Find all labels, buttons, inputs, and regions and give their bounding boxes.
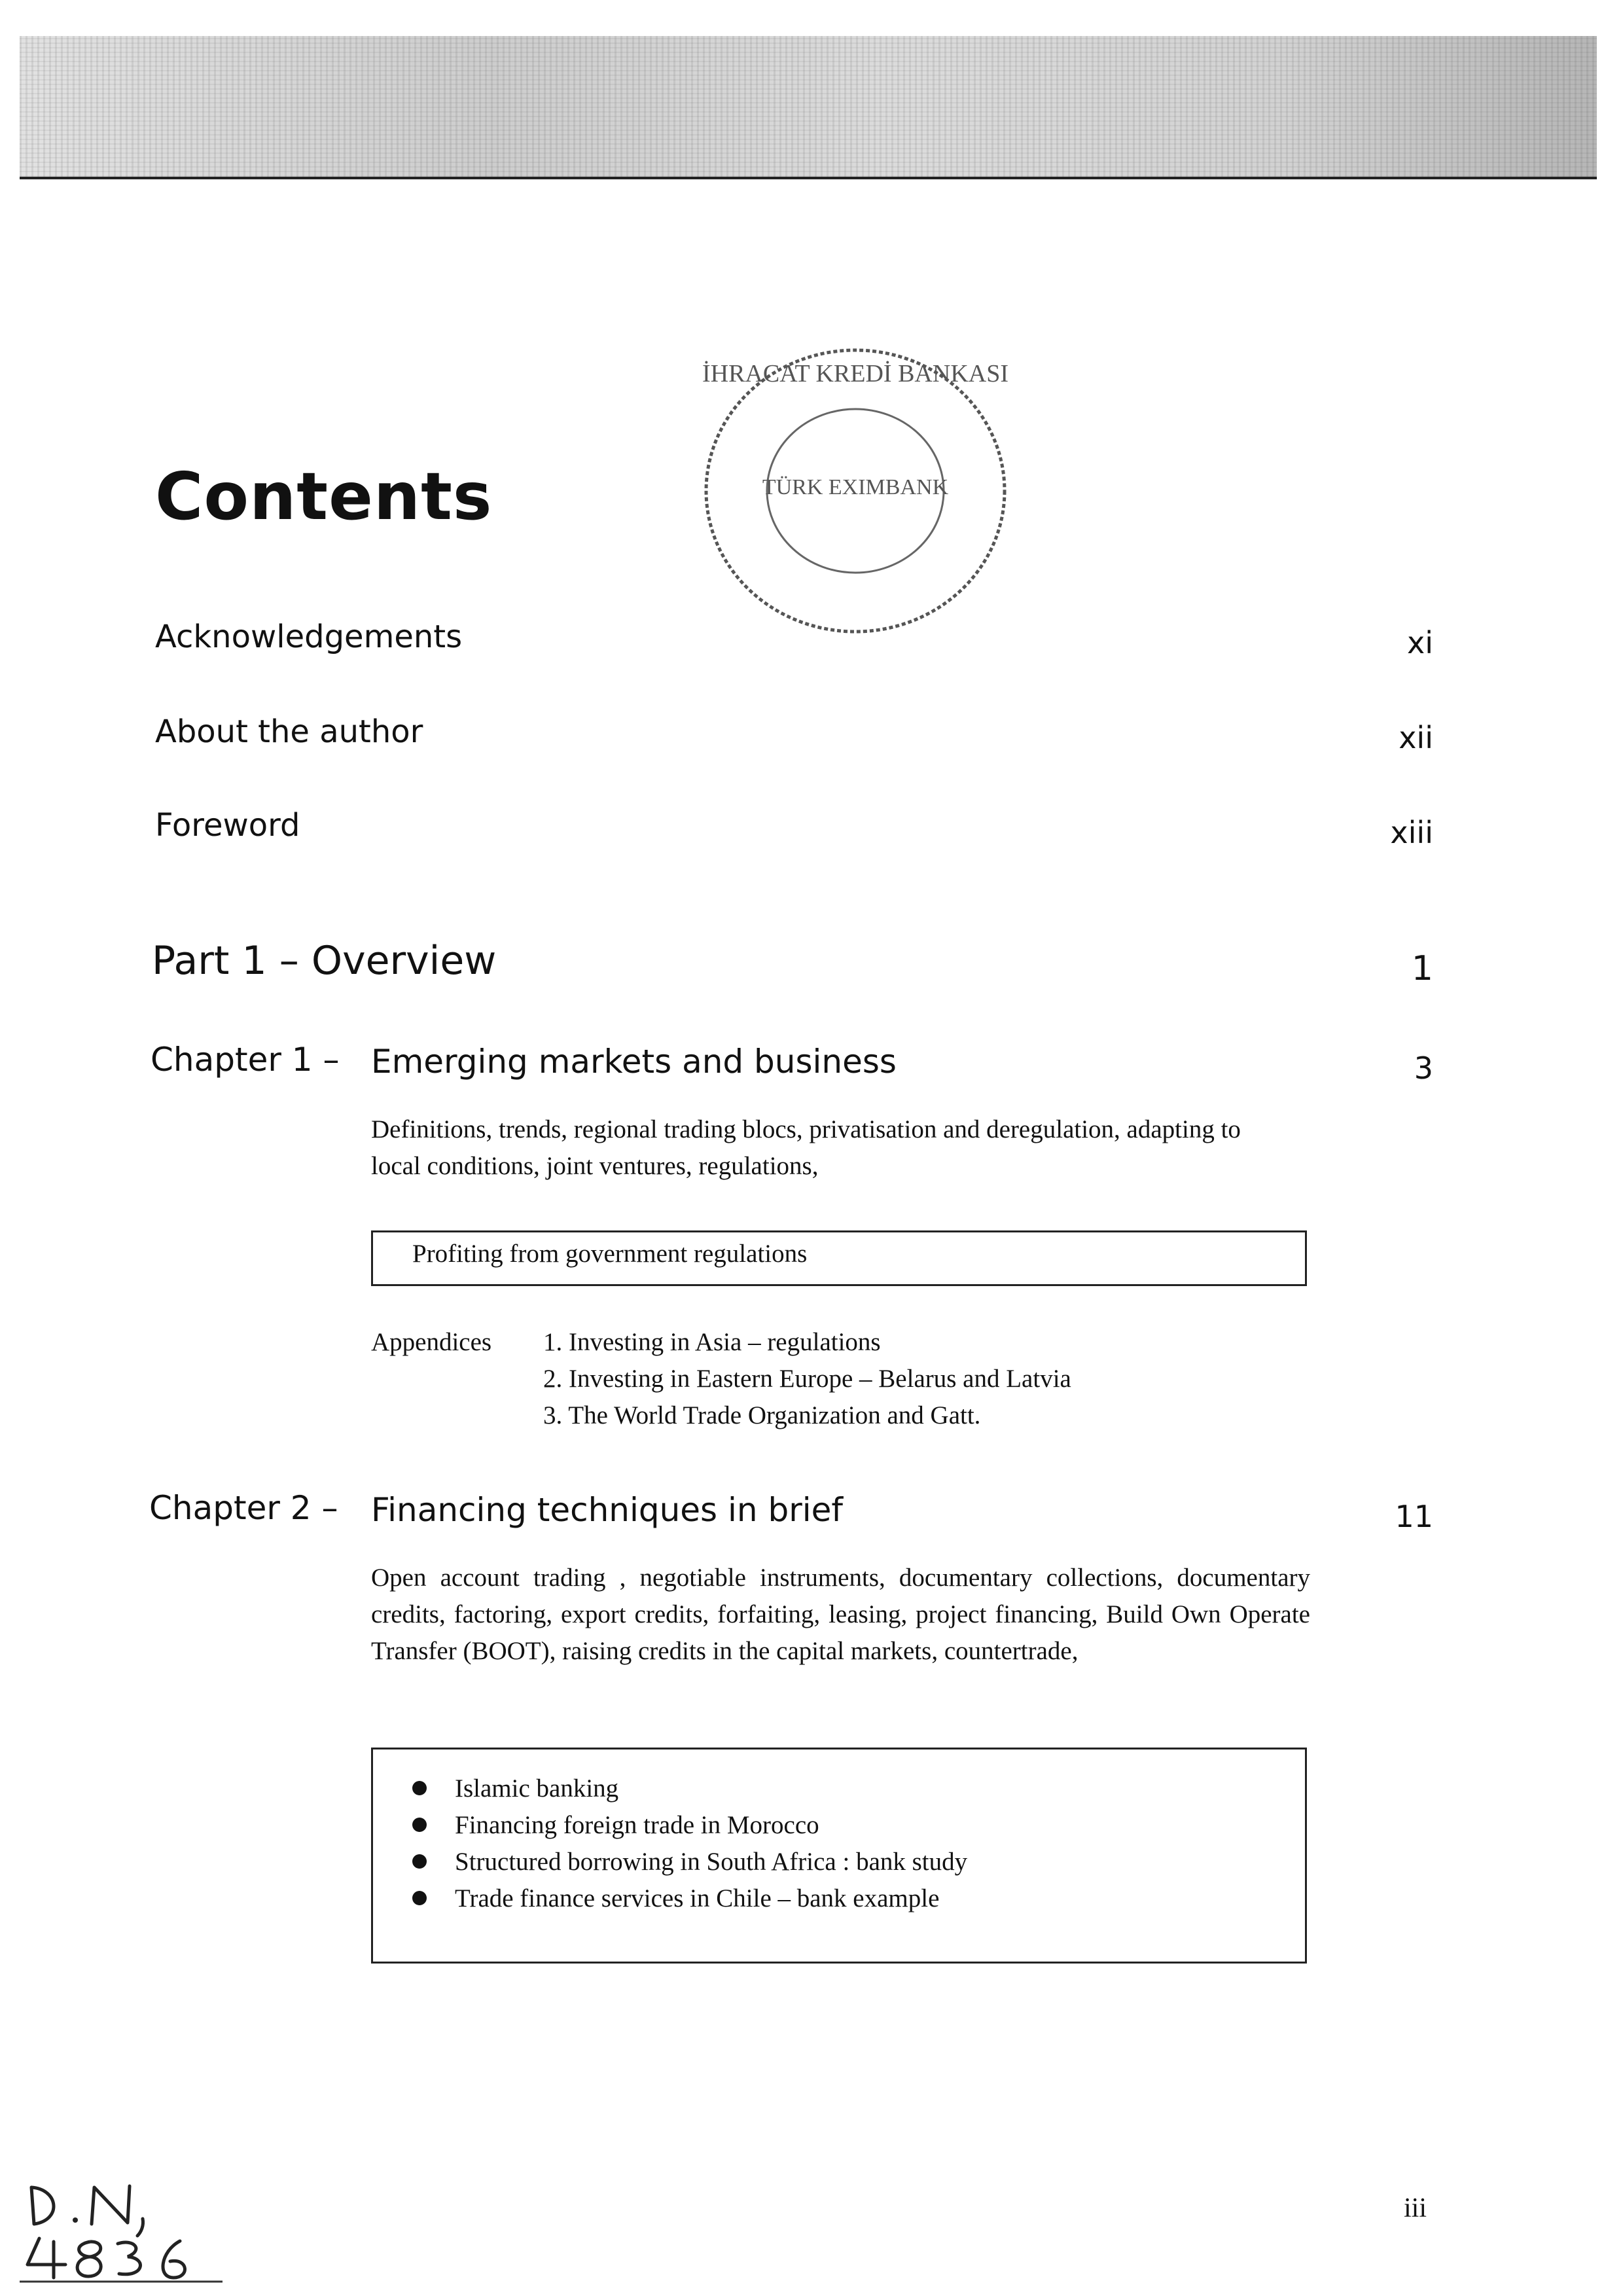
bullet-icon bbox=[412, 1781, 427, 1795]
chapter2-case-1: Islamic banking bbox=[455, 1774, 619, 1803]
toc-about-author-page: xii bbox=[1399, 720, 1433, 755]
bullet-icon bbox=[412, 1854, 427, 1869]
page-title: Contents bbox=[155, 458, 493, 535]
chapter2-label: Chapter 2 – bbox=[149, 1489, 338, 1527]
chapter1-page: 3 bbox=[1414, 1050, 1433, 1086]
page-number: iii bbox=[1403, 2193, 1427, 2223]
stamp-inner-text: TÜRK EXIMBANK bbox=[762, 475, 949, 499]
bullet-icon bbox=[412, 1891, 427, 1905]
toc-foreword-label: Foreword bbox=[155, 807, 300, 844]
chapter2-title: Financing techniques in brief bbox=[371, 1491, 844, 1529]
chapter1-appendix-3: 3. The World Trade Organization and Gatt. bbox=[543, 1401, 981, 1429]
chapter2-summary: Open account trading , negotiable instruments, documentary collections, documentary credits, factoring, export credits, forfaiting, leasing, project financing, Build Own Operate Transfer (BOOT), raising credits in the capital markets, countertrade, bbox=[371, 1564, 1310, 1665]
toc-foreword-page: xiii bbox=[1390, 815, 1433, 850]
chapter1-appendix-2: 2. Investing in Eastern Europe – Belarus and Latvia bbox=[543, 1365, 1071, 1393]
chapter2-case-3: Structured borrowing in South Africa : bank study bbox=[455, 1848, 968, 1876]
chapter1-appendices-label: Appendices bbox=[371, 1328, 492, 1356]
chapter2-case-4: Trade finance services in Chile – bank example bbox=[455, 1884, 940, 1912]
chapter2-page: 11 bbox=[1395, 1499, 1433, 1534]
library-stamp bbox=[700, 344, 1011, 638]
chapter1-appendix-1: 1. Investing in Asia – regulations bbox=[543, 1328, 881, 1356]
chapter1-summary: Definitions, trends, regional trading blocs, privatisation and deregulation, adapting to local conditions, joint ventures, regulations, bbox=[371, 1115, 1241, 1180]
list-item bbox=[412, 1770, 967, 1807]
list-item bbox=[412, 1844, 967, 1880]
toc-acknowledgements-page: xi bbox=[1406, 625, 1433, 660]
bullet-icon bbox=[412, 1818, 427, 1832]
list-item bbox=[412, 1880, 967, 1917]
toc-part1-page: 1 bbox=[1411, 949, 1433, 988]
stamp-outer-text: İHRACAT KREDİ BANKASI bbox=[702, 360, 1008, 387]
chapter2-case-2: Financing foreign trade in Morocco bbox=[455, 1811, 819, 1839]
toc-part1-label: Part 1 – Overview bbox=[152, 938, 497, 984]
toc-about-author-label: About the author bbox=[155, 713, 423, 750]
chapter1-title: Emerging markets and business bbox=[371, 1043, 897, 1081]
list-item bbox=[412, 1807, 967, 1844]
header-rule bbox=[20, 177, 1597, 179]
toc-acknowledgements-label: Acknowledgements bbox=[155, 619, 463, 655]
chapter1-label: Chapter 1 – bbox=[151, 1041, 340, 1079]
chapter1-case-text: Profiting from government regulations bbox=[412, 1240, 808, 1268]
chapter2-case-list bbox=[412, 1770, 967, 1917]
scan-header-band bbox=[20, 36, 1597, 177]
handwritten-note bbox=[13, 2173, 229, 2284]
